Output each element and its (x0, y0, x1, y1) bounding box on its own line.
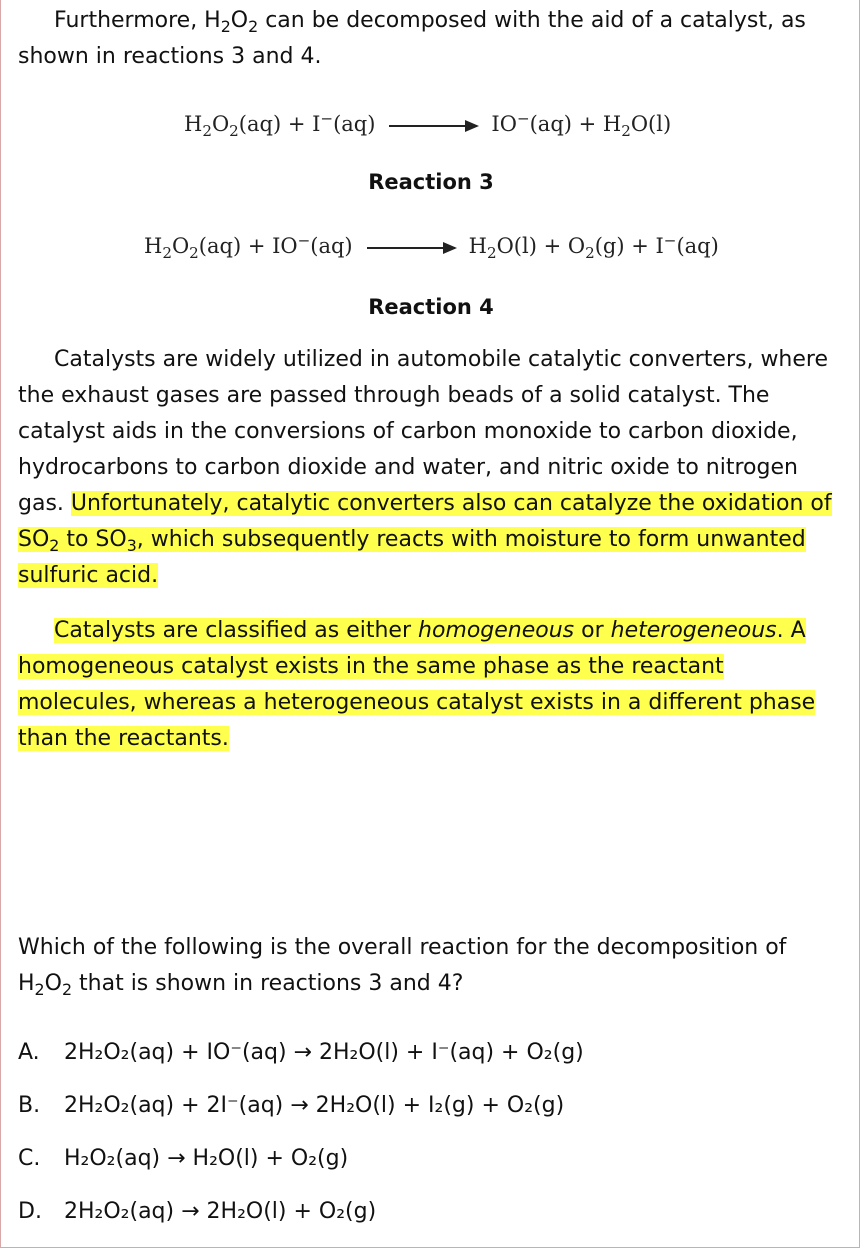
answer-option-c[interactable]: C. H₂O₂(aq) → H₂O(l) + O₂(g) (18, 1146, 349, 1171)
catalytic-converter-paragraph: Catalysts are widely utilized in automobile catalytic converters, where the exhaust gases are passed through beads of a solid catalyst. The catalyst aids in the conversions of carbon monoxide to carbon dioxide, hydrocarbons to carbon dioxide and water, and nitric oxide to nitrogen gas. Unfortunately, catalytic converters also can catalyze the oxidation of $SO_2$ to $SO_3$, which subsequently reacts with moisture to form unwanted sulfuric acid. (18, 347, 832, 588)
reaction-4-label: Reaction 4 (368, 295, 494, 319)
reaction-arrow-icon (389, 125, 477, 127)
highlighted-text: Catalysts are classified as either homogeneous or heterogeneous. A homogeneous catalyst exists in the same phase as the reactant molecules, whereas a heterogeneous catalyst exists in a different phase than the reactants. (18, 618, 816, 751)
option-d-text: 2H₂O₂(aq) → 2H₂O(l) + O₂(g) (64, 1199, 377, 1224)
reaction-3-equation: $H_2O_2(aq) + I^-(aq) IO^-(aq) + H_2O(l)$ (184, 109, 672, 140)
reaction-4-equation: $H_2O_2(aq) + IO^-(aq) H_2O(l) + O_2(g) + I^-(aq)$ (144, 231, 719, 262)
option-b-text: 2H₂O₂(aq) + 2I⁻(aq) → 2H₂O(l) + I₂(g) + O₂(g) (64, 1093, 565, 1118)
answer-option-a[interactable]: A. 2H₂O₂(aq) + IO⁻(aq) → 2H₂O(l) + I⁻(aq) + O₂(g) (18, 1040, 584, 1065)
reaction-3-label: Reaction 3 (368, 170, 494, 194)
option-a-text: 2H₂O₂(aq) + IO⁻(aq) → 2H₂O(l) + I⁻(aq) + O₂(g) (64, 1040, 584, 1065)
question-stem: Which of the following is the overall reaction for the decomposition of $H_2O_2$ that is shown in reactions 3 and 4? (18, 935, 787, 1000)
intro-paragraph: Furthermore, $H_2O_2$ can be decomposed with the aid of a catalyst, as shown in reactions 3 and 4. (18, 8, 806, 69)
catalyst-types-paragraph (18, 613, 846, 757)
reaction-arrow-icon (367, 247, 455, 249)
highlighted-text: Unfortunately, catalytic converters also can catalyze the oxidation of $SO_2$ to $SO_3$, which subsequently reacts with moisture to form unwanted sulfuric acid. (18, 491, 832, 588)
answer-option-d[interactable]: D. 2H₂O₂(aq) → 2H₂O(l) + O₂(g) (18, 1199, 377, 1224)
answer-option-b[interactable]: B. 2H₂O₂(aq) + 2I⁻(aq) → 2H₂O(l) + I₂(g) + O₂(g) (18, 1093, 565, 1118)
option-c-text: H₂O₂(aq) → H₂O(l) + O₂(g) (64, 1146, 349, 1171)
